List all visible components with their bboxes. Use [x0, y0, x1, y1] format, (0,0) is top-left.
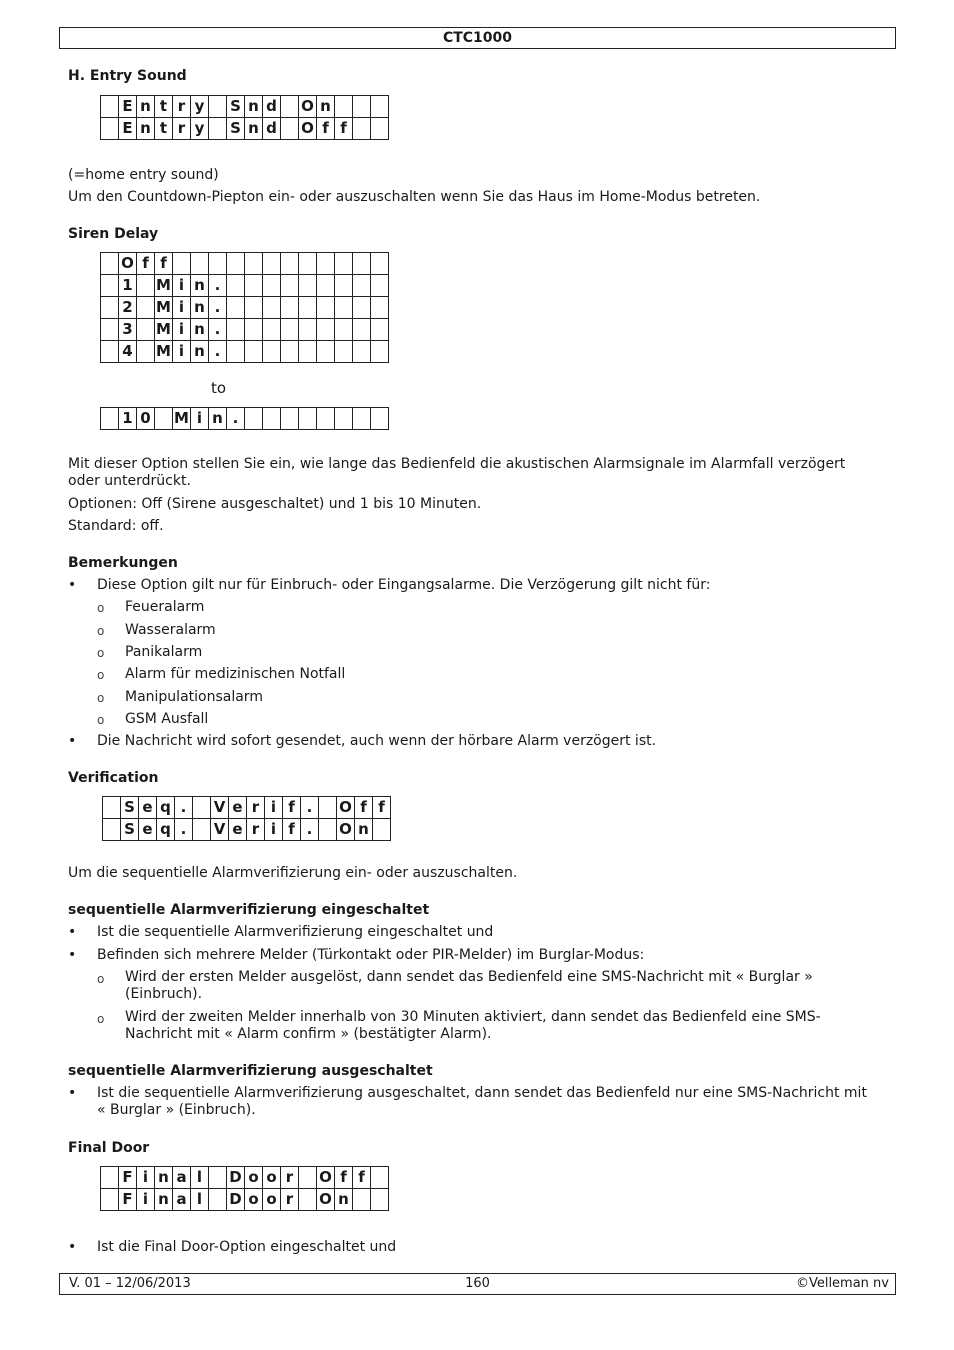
lcd-cell: r [247, 797, 265, 819]
lcd-cell: i [265, 797, 283, 819]
lcd-cell: f [317, 118, 335, 140]
lcd-cell: y [191, 96, 209, 118]
lcd-cell: t [155, 96, 173, 118]
lcd-cell [335, 96, 353, 118]
lcd-cell: l [191, 1167, 209, 1189]
lcd-cell: F [119, 1167, 137, 1189]
lcd-cell: E [119, 96, 137, 118]
lcd-cell [353, 275, 371, 297]
lcd-cell: q [157, 797, 175, 819]
lcd-cell: f [137, 253, 155, 275]
lcd-cell: E [119, 118, 137, 140]
lcd-cell: . [175, 819, 193, 841]
sub-bullet-icon: o [97, 624, 105, 638]
lcd-cell: S [227, 96, 245, 118]
lcd-cell: O [337, 797, 355, 819]
lcd-cell [263, 341, 281, 363]
lcd-cell: n [245, 96, 263, 118]
lcd-cell: O [317, 1167, 335, 1189]
lcd-cell: n [155, 1189, 173, 1211]
lcd-cell [227, 319, 245, 341]
lcd-cell [193, 797, 211, 819]
lcd-cell [299, 297, 317, 319]
siren-delay-desc: Mit dieser Option stellen Sie ein, wie lange das Bedienfeld die akustischen Alarmsignale im Alarmfall verzögert oder unterdrückt. [68, 456, 846, 489]
lcd-cell: n [335, 1189, 353, 1211]
lcd-cell: M [173, 408, 191, 430]
lcd-cell: r [173, 96, 191, 118]
seq-on-sub-1: Wird der ersten Melder ausgelöst, dann sendet das Bedienfeld eine SMS-Nachricht mit « Burglar » (Einbruch). [125, 969, 813, 1002]
lcd-cell [101, 118, 119, 140]
lcd-cell [281, 96, 299, 118]
lcd-cell [319, 797, 337, 819]
bullet-icon: • [68, 1085, 77, 1101]
lcd-cell [371, 275, 389, 297]
lcd-cell [245, 341, 263, 363]
lcd-cell: M [155, 341, 173, 363]
lcd-cell [227, 253, 245, 275]
seq-on-bullet-2: Befinden sich mehrere Melder (Türkontakt oder PIR-Melder) im Burglar-Modus: [97, 947, 645, 963]
lcd-cell [299, 341, 317, 363]
lcd-cell [101, 253, 119, 275]
lcd-cell [299, 319, 317, 341]
lcd-cell: i [191, 408, 209, 430]
lcd-cell: n [155, 1167, 173, 1189]
lcd-cell: 0 [137, 408, 155, 430]
lcd-cell: O [337, 819, 355, 841]
remarks-bullet-1: Diese Option gilt nur für Einbruch- oder Eingangsalarme. Die Verzögerung gilt nicht für: [97, 577, 711, 593]
lcd-cell: r [247, 819, 265, 841]
section-heading-verification: Verification [68, 770, 159, 786]
lcd-cell [353, 1189, 371, 1211]
lcd-cell: f [283, 797, 301, 819]
lcd-cell: n [191, 341, 209, 363]
lcd-cell [227, 275, 245, 297]
lcd-cell: d [263, 118, 281, 140]
lcd-cell: i [173, 297, 191, 319]
lcd-cell [227, 341, 245, 363]
lcd-cell [335, 297, 353, 319]
lcd-cell [317, 319, 335, 341]
sub-bullet-icon: o [97, 972, 105, 986]
sub-bullet-icon: o [97, 1012, 105, 1026]
lcd-cell [353, 341, 371, 363]
lcd-cell [209, 1189, 227, 1211]
lcd-cell [371, 319, 389, 341]
lcd-cell [317, 408, 335, 430]
lcd-cell: f [335, 1167, 353, 1189]
lcd-cell: S [227, 118, 245, 140]
lcd-cell [371, 408, 389, 430]
lcd-cell [299, 1167, 317, 1189]
lcd-cell: M [155, 297, 173, 319]
entry-sound-desc: Um den Countdown-Piepton ein- oder auszuschalten wenn Sie das Haus im Home-Modus betreten. [68, 189, 761, 205]
section-heading-seq-on: sequentielle Alarmverifizierung eingeschaltet [68, 902, 430, 918]
lcd-cell [227, 297, 245, 319]
lcd-cell [317, 253, 335, 275]
lcd-cell [137, 275, 155, 297]
lcd-cell [281, 341, 299, 363]
lcd-cell: . [175, 797, 193, 819]
lcd-cell: f [373, 797, 391, 819]
lcd-cell [371, 341, 389, 363]
lcd-cell [209, 1167, 227, 1189]
lcd-cell [191, 253, 209, 275]
lcd-row [101, 1189, 389, 1211]
lcd-cell [335, 319, 353, 341]
lcd-cell [335, 253, 353, 275]
lcd-cell [101, 1189, 119, 1211]
lcd-cell: r [281, 1189, 299, 1211]
lcd-row [103, 797, 391, 819]
lcd-cell: t [155, 118, 173, 140]
lcd-cell: F [119, 1189, 137, 1211]
lcd-cell: n [209, 408, 227, 430]
lcd-cell: l [191, 1189, 209, 1211]
siren-delay-default: Standard: off. [68, 518, 164, 534]
lcd-cell [353, 408, 371, 430]
lcd-cell: f [335, 118, 353, 140]
lcd-cell: a [173, 1189, 191, 1211]
lcd-row [101, 275, 389, 297]
page-footer [59, 1273, 896, 1295]
lcd-cell: y [191, 118, 209, 140]
lcd-siren-delay-last [100, 407, 389, 430]
lcd-row [101, 118, 389, 140]
lcd-cell: n [245, 118, 263, 140]
section-heading-entry-sound: H. Entry Sound [68, 68, 187, 84]
lcd-entry-sound [100, 95, 389, 140]
lcd-cell: 4 [119, 341, 137, 363]
section-heading-seq-off: sequentielle Alarmverifizierung ausgeschaltet [68, 1063, 433, 1079]
lcd-cell: i [137, 1167, 155, 1189]
lcd-row [103, 819, 391, 841]
lcd-cell [281, 253, 299, 275]
sub-bullet-icon: o [97, 646, 105, 660]
lcd-cell [155, 408, 173, 430]
lcd-cell [101, 341, 119, 363]
lcd-cell [137, 319, 155, 341]
lcd-cell: 3 [119, 319, 137, 341]
lcd-cell [281, 118, 299, 140]
lcd-cell: i [265, 819, 283, 841]
lcd-cell: e [229, 819, 247, 841]
lcd-cell [371, 1189, 389, 1211]
seq-on-sub-2: Wird der zweiten Melder innerhalb von 30 Minuten aktiviert, dann sendet das Bedienfeld eine SMS-Nachricht mit « Alarm confirm » (bestätigter Alarm). [125, 1009, 821, 1042]
remarks-sub-1: Feueralarm [125, 599, 205, 615]
lcd-cell: O [119, 253, 137, 275]
remarks-sub-4: Alarm für medizinischen Notfall [125, 666, 346, 682]
lcd-cell: 1 [119, 408, 137, 430]
lcd-cell: r [281, 1167, 299, 1189]
lcd-cell [263, 253, 281, 275]
remarks-sub-6: GSM Ausfall [125, 711, 209, 727]
footer-page-number: 160 [465, 1276, 490, 1291]
lcd-cell: . [209, 319, 227, 341]
lcd-cell [371, 118, 389, 140]
lcd-cell: o [263, 1189, 281, 1211]
lcd-cell: 2 [119, 297, 137, 319]
lcd-cell: . [209, 297, 227, 319]
lcd-cell [335, 341, 353, 363]
lcd-cell: . [301, 797, 319, 819]
lcd-cell: . [209, 341, 227, 363]
bullet-icon: • [68, 924, 77, 940]
lcd-cell: . [301, 819, 319, 841]
lcd-cell [353, 253, 371, 275]
lcd-cell: a [173, 1167, 191, 1189]
lcd-cell: V [211, 819, 229, 841]
lcd-cell [353, 319, 371, 341]
lcd-cell [299, 275, 317, 297]
page-header [59, 27, 896, 49]
lcd-cell [245, 319, 263, 341]
lcd-cell [101, 1167, 119, 1189]
lcd-cell [353, 96, 371, 118]
lcd-row [101, 297, 389, 319]
lcd-cell [317, 341, 335, 363]
lcd-cell: . [227, 408, 245, 430]
bullet-icon: • [68, 733, 77, 749]
footer-version: V. 01 – 12/06/2013 [69, 1276, 191, 1291]
lcd-row [101, 341, 389, 363]
lcd-cell [137, 341, 155, 363]
lcd-cell: e [139, 819, 157, 841]
lcd-cell [353, 118, 371, 140]
seq-on-bullet-1: Ist die sequentielle Alarmverifizierung eingeschaltet und [97, 924, 494, 940]
lcd-cell [173, 253, 191, 275]
lcd-cell: D [227, 1189, 245, 1211]
lcd-cell: M [155, 319, 173, 341]
lcd-cell [317, 297, 335, 319]
lcd-row [101, 96, 389, 118]
lcd-cell [319, 819, 337, 841]
range-to-label: to [211, 379, 227, 397]
lcd-cell [263, 319, 281, 341]
lcd-cell [299, 408, 317, 430]
lcd-cell: i [173, 341, 191, 363]
lcd-cell: o [263, 1167, 281, 1189]
lcd-cell [263, 275, 281, 297]
lcd-cell: O [317, 1189, 335, 1211]
lcd-cell [281, 275, 299, 297]
verification-desc: Um die sequentielle Alarmverifizierung ein- oder auszuschalten. [68, 865, 518, 881]
lcd-row [101, 253, 389, 275]
lcd-row [101, 408, 389, 430]
lcd-cell: o [245, 1189, 263, 1211]
lcd-cell [371, 253, 389, 275]
lcd-cell: n [137, 118, 155, 140]
lcd-cell: o [245, 1167, 263, 1189]
lcd-cell: e [229, 797, 247, 819]
lcd-verification [102, 796, 391, 841]
lcd-final-door [100, 1166, 389, 1211]
lcd-cell [245, 275, 263, 297]
bullet-icon: • [68, 947, 77, 963]
lcd-cell [103, 797, 121, 819]
lcd-cell: . [209, 275, 227, 297]
lcd-cell [263, 408, 281, 430]
section-heading-siren-delay: Siren Delay [68, 226, 159, 242]
lcd-cell [101, 297, 119, 319]
sub-bullet-icon: o [97, 601, 105, 615]
siren-delay-options: Optionen: Off (Sirene ausgeschaltet) und 1 bis 10 Minuten. [68, 496, 482, 512]
remarks-sub-3: Panikalarm [125, 644, 203, 660]
lcd-cell: S [121, 797, 139, 819]
lcd-cell: n [191, 275, 209, 297]
lcd-cell: n [317, 96, 335, 118]
lcd-cell [353, 297, 371, 319]
lcd-cell [245, 408, 263, 430]
lcd-cell [335, 275, 353, 297]
remarks-bullet-2: Die Nachricht wird sofort gesendet, auch wenn der hörbare Alarm verzögert ist. [97, 733, 657, 749]
lcd-cell [317, 275, 335, 297]
lcd-cell: n [191, 297, 209, 319]
section-heading-remarks: Bemerkungen [68, 555, 178, 571]
lcd-cell: f [155, 253, 173, 275]
final-door-bullet: Ist die Final Door-Option eingeschaltet und [97, 1239, 397, 1255]
sub-bullet-icon: o [97, 713, 105, 727]
lcd-cell [299, 253, 317, 275]
lcd-cell: V [211, 797, 229, 819]
section-heading-final-door: Final Door [68, 1140, 150, 1156]
lcd-cell [335, 408, 353, 430]
lcd-cell [101, 319, 119, 341]
footer-copyright: ©Velleman nv [795, 1276, 889, 1291]
lcd-cell [245, 297, 263, 319]
lcd-cell [101, 408, 119, 430]
lcd-cell: q [157, 819, 175, 841]
lcd-cell [299, 1189, 317, 1211]
lcd-cell [137, 297, 155, 319]
entry-sound-note: (=home entry sound) [68, 167, 219, 183]
lcd-cell: D [227, 1167, 245, 1189]
lcd-cell [281, 319, 299, 341]
lcd-cell: n [355, 819, 373, 841]
doc-title: CTC1000 [442, 30, 513, 46]
lcd-cell: i [173, 319, 191, 341]
lcd-cell: O [299, 96, 317, 118]
bullet-icon: • [68, 577, 77, 593]
lcd-row [101, 1167, 389, 1189]
lcd-cell [281, 408, 299, 430]
remarks-sub-5: Manipulationsalarm [125, 689, 263, 705]
lcd-cell [245, 253, 263, 275]
lcd-cell [101, 275, 119, 297]
lcd-cell: i [173, 275, 191, 297]
lcd-row [101, 319, 389, 341]
lcd-cell [209, 96, 227, 118]
lcd-cell [209, 118, 227, 140]
lcd-cell [371, 96, 389, 118]
lcd-cell: n [137, 96, 155, 118]
sub-bullet-icon: o [97, 691, 105, 705]
bullet-icon: • [68, 1239, 77, 1255]
lcd-siren-delay [100, 252, 389, 363]
lcd-cell: f [355, 797, 373, 819]
lcd-cell: S [121, 819, 139, 841]
lcd-cell [193, 819, 211, 841]
lcd-cell [371, 297, 389, 319]
lcd-cell [103, 819, 121, 841]
lcd-cell: r [173, 118, 191, 140]
lcd-cell: d [263, 96, 281, 118]
lcd-cell: O [299, 118, 317, 140]
lcd-cell: f [283, 819, 301, 841]
lcd-cell: M [155, 275, 173, 297]
lcd-cell [373, 819, 391, 841]
lcd-cell: e [139, 797, 157, 819]
seq-off-bullet: Ist die sequentielle Alarmverifizierung ausgeschaltet, dann sendet das Bedienfeld nur eine SMS-Nachricht mit « Burglar » (Einbruch). [97, 1085, 867, 1118]
lcd-cell [371, 1167, 389, 1189]
lcd-cell: 1 [119, 275, 137, 297]
lcd-cell [281, 297, 299, 319]
lcd-cell: f [353, 1167, 371, 1189]
remarks-sub-2: Wasseralarm [125, 622, 216, 638]
lcd-cell [263, 297, 281, 319]
lcd-cell: n [191, 319, 209, 341]
lcd-cell [209, 253, 227, 275]
lcd-cell: i [137, 1189, 155, 1211]
lcd-cell [101, 96, 119, 118]
sub-bullet-icon: o [97, 668, 105, 682]
